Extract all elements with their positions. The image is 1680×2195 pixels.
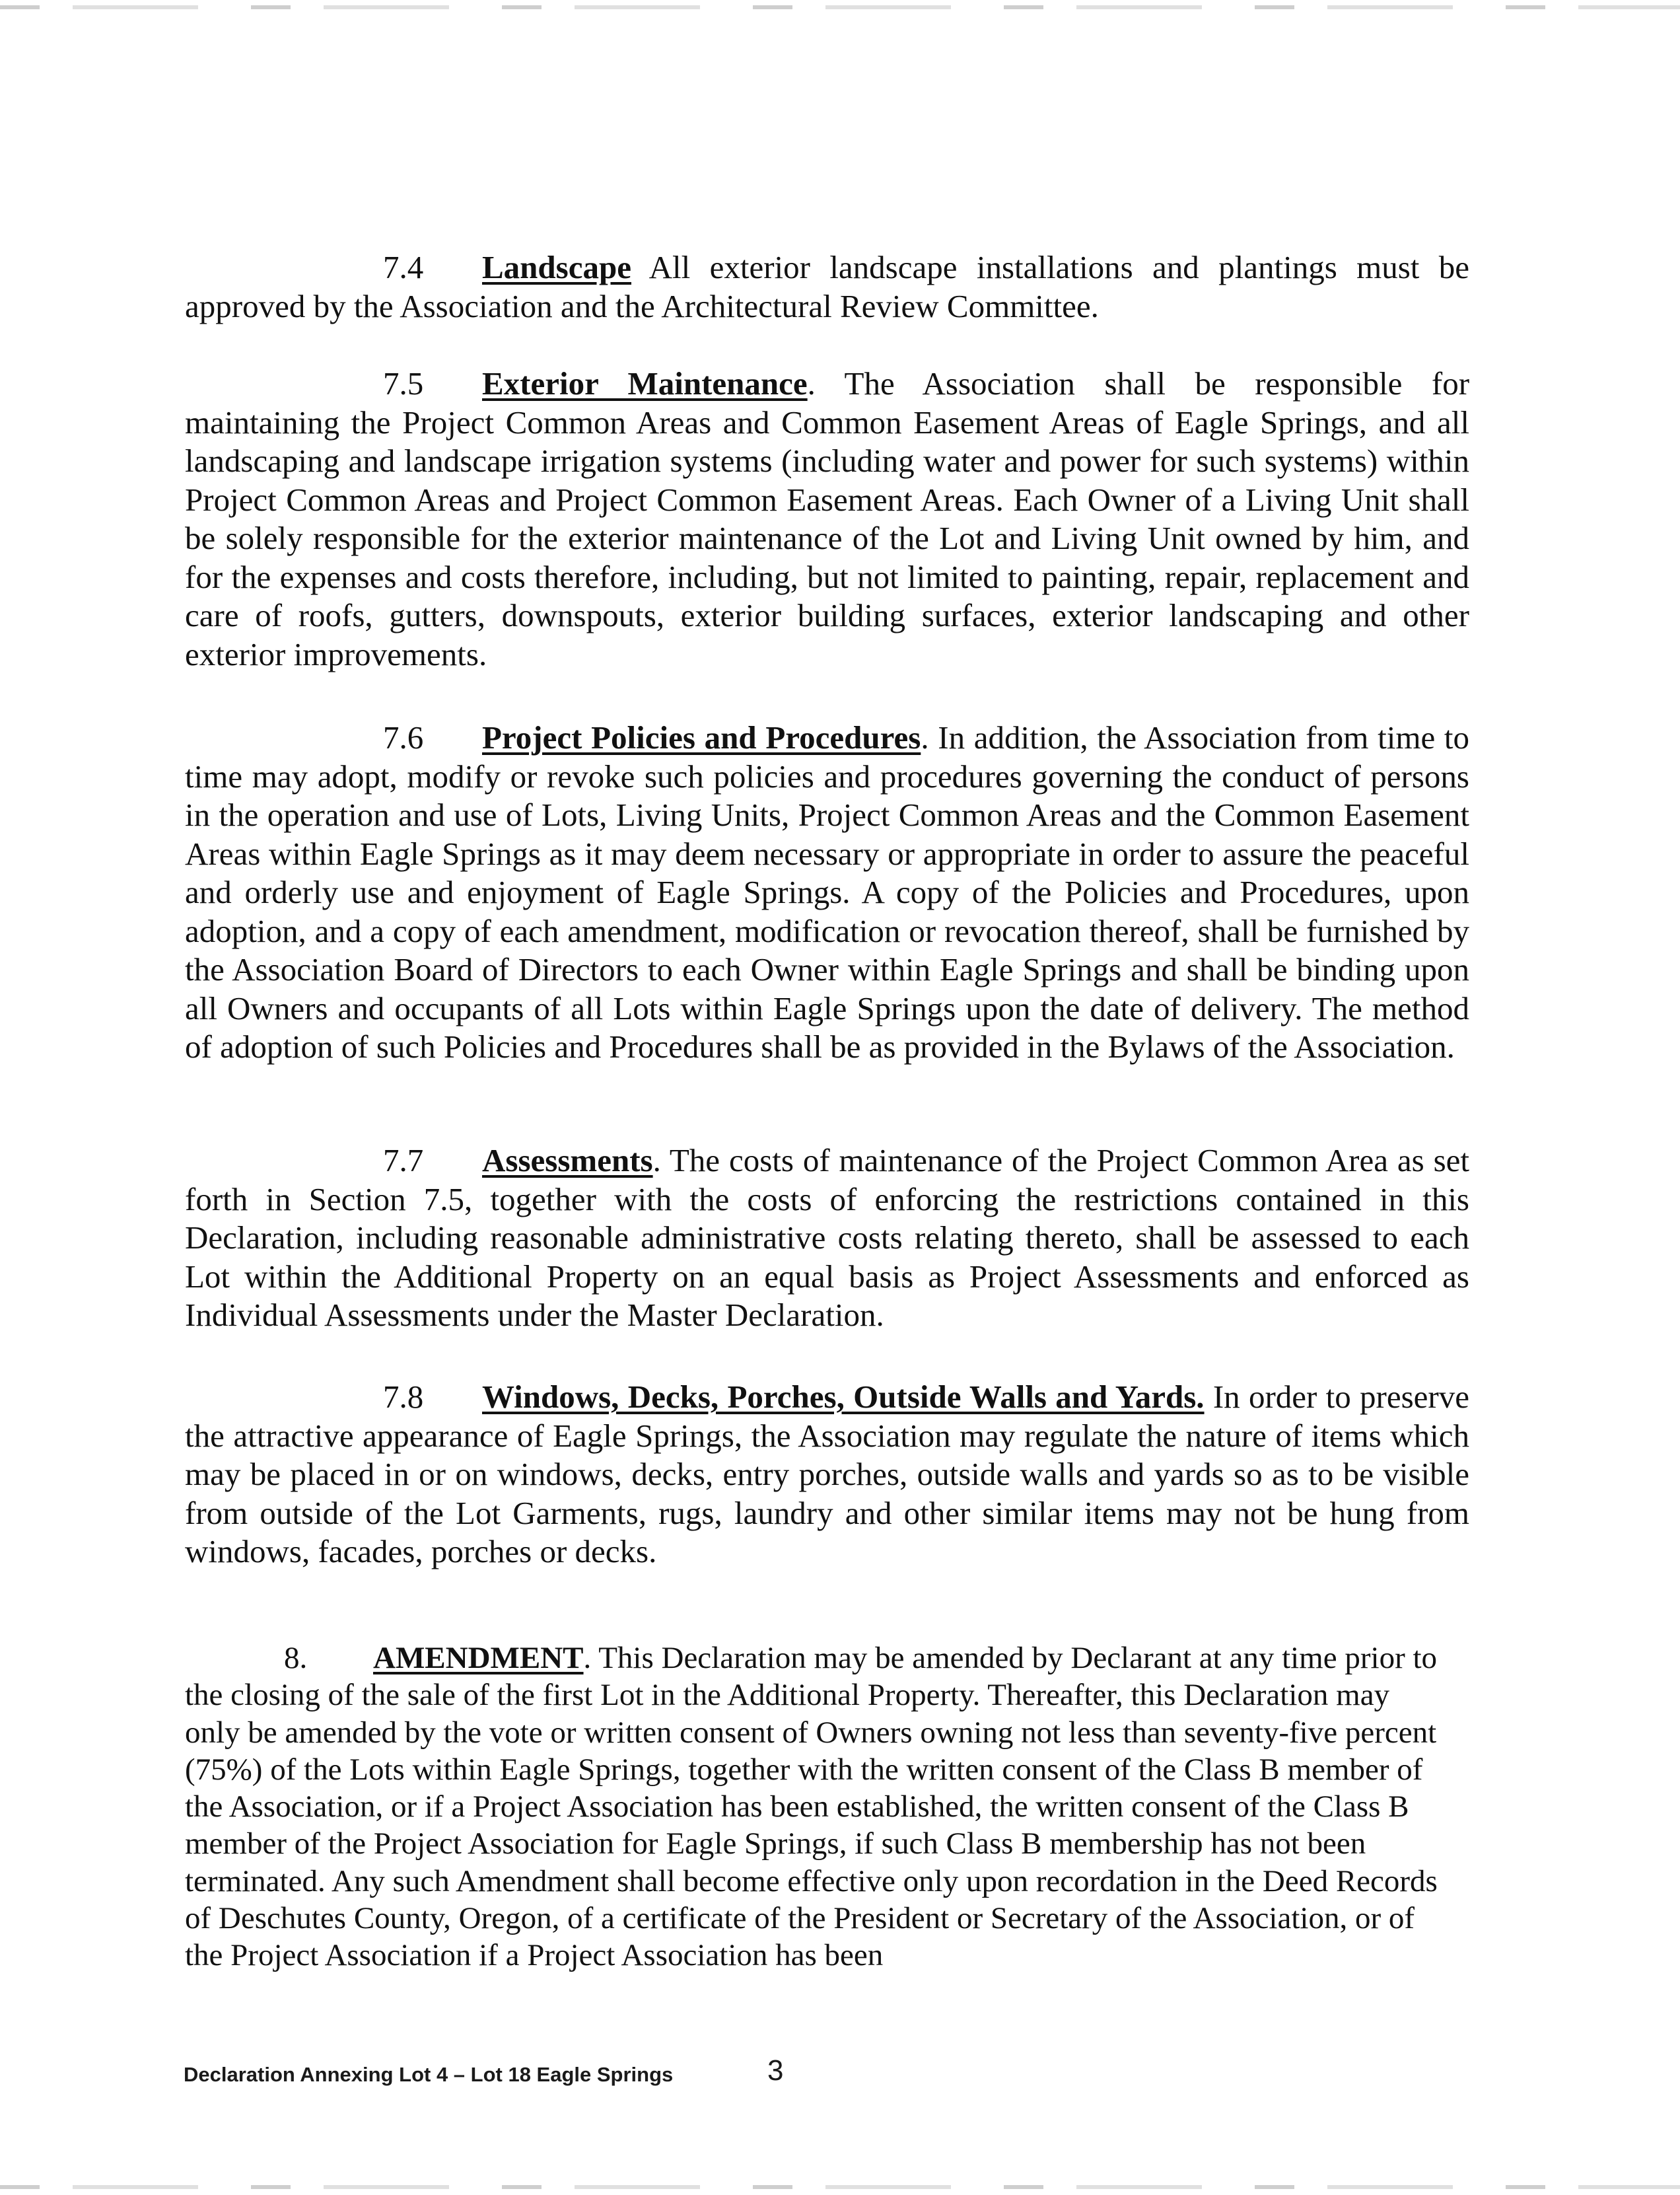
- section-body: . In addition, the Association from time to time may adopt, modify or revoke such policies and procedures governing the conduct of persons in the operation and use of Lots, Living Units, Project Common Areas and the Common Easement Areas within Eagle Springs as it may deem necessary or appropriate in order to assure the peaceful and orderly use and enjoyment of Eagle Springs. A copy of the Policies and Procedures, upon adoption, and a copy of each amendment, modification or revocation thereof, shall be furnished by the Association Board of Directors to each Owner within Eagle Springs and shall be binding upon all Owners and occupants of all Lots within Eagle Springs upon the date of delivery. The method of adoption of such Policies and Procedures shall be as provided in the Bylaws of the Association.: [185, 719, 1469, 1065]
- section-paragraph: [185, 1639, 1440, 1974]
- section-title: Assessments: [482, 1142, 653, 1178]
- section-body: All exterior landscape installations and plantings must be approved by the Association and the Architectural Review Committee.: [185, 249, 1469, 324]
- section-paragraph: [185, 719, 1469, 1067]
- section-title: Project Policies and Procedures: [482, 719, 921, 756]
- section-number: 7.8: [383, 1379, 424, 1415]
- section-number: 7.4: [383, 249, 424, 285]
- section-paragraph: [185, 365, 1469, 674]
- section-7-6: [185, 719, 1469, 1067]
- footer-document-title: Declaration Annexing Lot 4 – Lot 18 Eagle Springs: [184, 2063, 674, 2086]
- scan-artifact-bottom: [0, 2185, 1680, 2189]
- scan-artifact-top: [0, 5, 1680, 9]
- section-paragraph: [185, 1378, 1469, 1571]
- section-number: 7.6: [383, 719, 424, 756]
- section-body: . The costs of maintenance of the Project Common Area as set forth in Section 7.5, together with the costs of enforcing the restrictions contained in this Declaration, including reasonable administrative costs relating thereto, shall be assessed to each Lot within the Additional Property on an equal basis as Project Assessments and enforced as Individual Assessments under the Master Declaration.: [185, 1142, 1469, 1333]
- page-number: 3: [767, 2054, 784, 2087]
- section-number: 7.7: [383, 1142, 424, 1178]
- section-number: 7.5: [383, 365, 424, 402]
- section-title: Landscape: [482, 249, 632, 285]
- section-8-amendment: [185, 1639, 1440, 1974]
- section-number: 8.: [284, 1641, 308, 1675]
- section-7-4: [185, 248, 1469, 326]
- section-7-5: [185, 365, 1469, 674]
- section-body: In order to preserve the attractive appearance of Eagle Springs, the Association may regulate the nature of items which may be placed in or on windows, decks, entry porches, outside walls and yards so as to be visible from outside of the Lot Garments, rugs, laundry and other similar items may not be hung from windows, facades, porches or decks.: [185, 1379, 1469, 1569]
- section-body: . This Declaration may be amended by Declarant at any time prior to the closing of the sale of the first Lot in the Additional Property. Thereafter, this Declaration may only be amended by the vote or written consent of Owners owning not less than seventy-five percent (75%) of the Lots within Eagle Springs, together with the written consent of the Class B member of the Association, or if a Project Association has been established, the written consent of the Class B member of the Project Association for Eagle Springs, if such Class B membership has not been terminated. Any such Amendment shall become effective only upon recordation in the Deed Records of Deschutes County, Oregon, of a certificate of the President or Secretary of the Association, or of the Project Association if a Project Association has been: [185, 1641, 1438, 1973]
- section-7-7: [185, 1141, 1469, 1335]
- section-paragraph: [185, 1141, 1469, 1335]
- section-body: . The Association shall be responsible for maintaining the Project Common Areas and Common Easement Areas of Eagle Springs, and all landscaping and landscape irrigation systems (including water and power for such systems) within Project Common Areas and Project Common Easement Areas. Each Owner of a Living Unit shall be solely responsible for the exterior maintenance of the Lot and Living Unit owned by him, and for the expenses and costs therefore, including, but not limited to painting, repair, replacement and care of roofs, gutters, downspouts, exterior building surfaces, exterior landscaping and other exterior improvements.: [185, 365, 1470, 672]
- section-title: Windows, Decks, Porches, Outside Walls and Yards.: [482, 1379, 1205, 1415]
- section-7-8: [185, 1378, 1469, 1571]
- section-title: AMENDMENT: [373, 1641, 584, 1675]
- section-title: Exterior Maintenance: [482, 365, 808, 402]
- section-paragraph: [185, 248, 1469, 326]
